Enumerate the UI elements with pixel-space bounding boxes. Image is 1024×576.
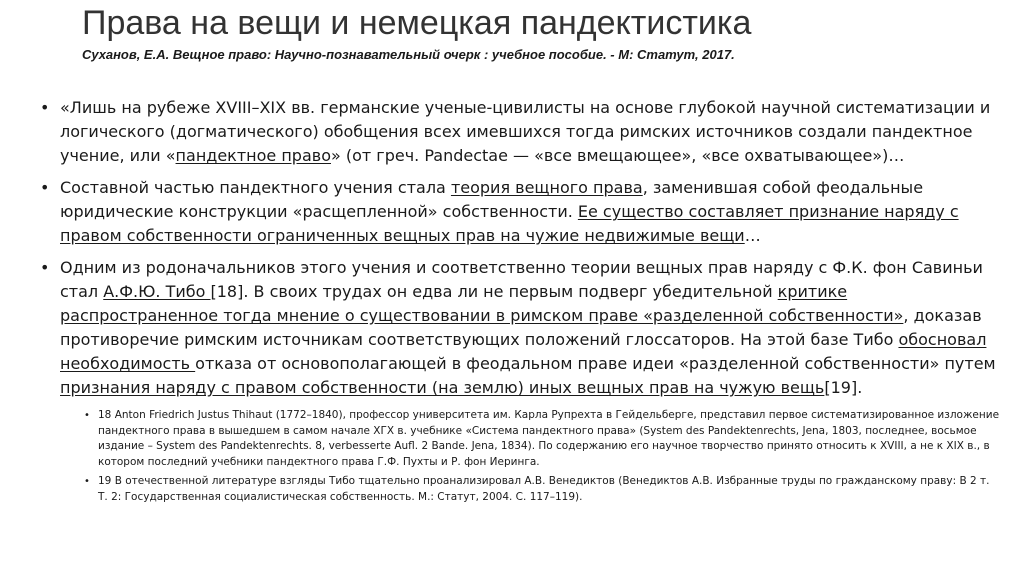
footnote-19 xyxy=(40,474,1002,505)
footnote-text: 18 Anton Friedrich Justus Thihaut (1772–1840), профессор университета им. Карла Рупрехта в Гейдельберге, представил первое систематизированное изложение пандектного права в вышедшем в самом начале XГX в. учебнике «Система пандектного права» (System des Pandektenrechts, Jena, 1803, последнее, восьмое издание – System des Pandektenrechts. 8, verbesserte Aufl. 2 Bande. Jena, 1834). По содержанию его научное творчество принято относить к XVIII, а не к XIX в., в котором последний учебники пандектного права Г.Ф. Пухты и Р. фон Иеринга. xyxy=(98,409,1003,468)
bullet-text-segment: » (от греч. Pandectae — «все вмещающее», «все охватывающее»)… xyxy=(330,146,905,165)
bullet-text xyxy=(60,178,959,245)
underlined-link-text: теория вещного права xyxy=(450,178,643,197)
underlined-link-text: А.Ф.Ю. Тибо xyxy=(103,282,211,301)
bullet-text-segment: Одним из родоначальников этого учения и соответственно теории вещных прав наряду с Ф.К. фон Савиньи стал xyxy=(60,258,983,301)
slide-content xyxy=(40,96,1002,509)
bullet-text-segment: , доказав противоречие римским источникам соответствующих положений глоссаторов. На этой базе Тибо xyxy=(60,306,982,349)
footnote-text: 19 В отечественной литературе взгляды Тибо тщательно проанализировал А.В. Венедиктов (Венедиктов А.В. Избранные труды по гражданскому праву: В 2 т. Т. 2: Государственная социалистическая собственность. М.: Статут, 2004. С. 117–119). xyxy=(98,475,993,503)
underlined-link-text: признания наряду с правом собственности (на землю) иных вещных прав на чужую вещь xyxy=(60,378,825,397)
bullet-text-segment: [19]. xyxy=(824,378,863,397)
footnote-dot: • xyxy=(84,476,90,487)
bullet-text-segment: Составной частью пандектного учения стала xyxy=(60,178,451,197)
bullet-item xyxy=(40,96,1002,168)
footnote-dot: • xyxy=(84,410,90,421)
underlined-link-text: критике распространенное тогда мнение о существовании в римском праве «разделенной собственности» xyxy=(60,282,904,325)
underlined-link-text: Ее существо составляет признание наряду с правом собственности ограниченных вещных прав на чужие недвижимые вещи xyxy=(60,202,959,245)
bullet-text-segment: [18]. В своих трудах он едва ли не первым подверг убедительной xyxy=(210,282,778,301)
bullet-text-segment: отказа от основополагающей в феодальном праве идеи «разделенной собственности» путем xyxy=(195,354,996,373)
underlined-link-text: пандектное право xyxy=(175,146,331,165)
underlined-link-text: обосновал необходимость xyxy=(60,330,987,373)
bullet-item xyxy=(40,176,1002,248)
bullet-text-segment: , заменившая собой феодальные юридические конструкции «расщепленной» собственности. xyxy=(60,178,924,221)
footnote-18 xyxy=(40,408,1002,470)
bullet-text xyxy=(60,258,996,397)
bullet-dot: • xyxy=(40,258,50,277)
bullet-text-segment: «Лишь на рубеже XVIII–XIX вв. германские ученые-цивилисты на основе глубокой научной систематизации и логического (догматического) обобщения всех имевшихся тогда римских источников создали пандектное учение, или « xyxy=(60,98,991,165)
slide-title: Права на вещи и немецкая пандектистика xyxy=(82,4,752,42)
bullet-item xyxy=(40,256,1002,400)
bullet-dot: • xyxy=(40,178,50,197)
bullet-text xyxy=(60,98,990,165)
bullet-text-segment: … xyxy=(744,226,761,245)
slide-subtitle: Суханов, Е.А. Вещное право: Научно-познавательный очерк : учебное пособие. - М: Статут, 2017. xyxy=(82,47,735,62)
bullet-dot: • xyxy=(40,98,50,117)
